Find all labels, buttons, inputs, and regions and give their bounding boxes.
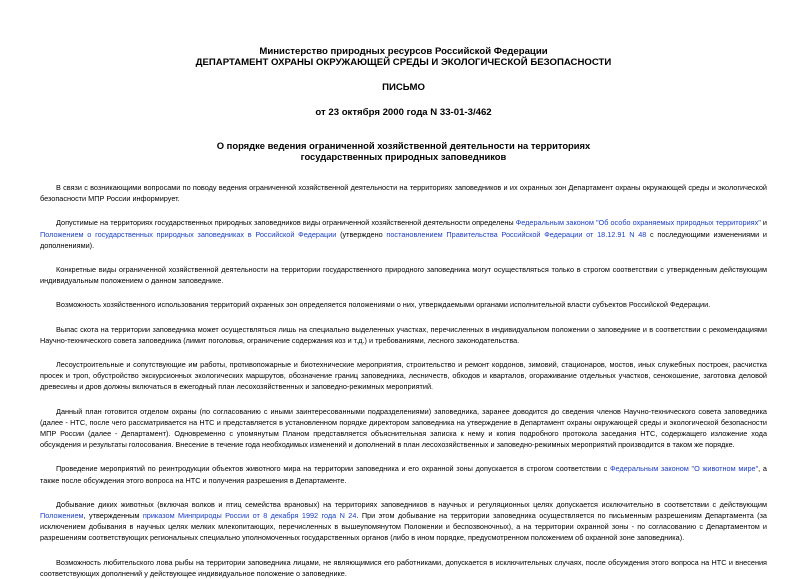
paragraph-text: (утверждено (336, 229, 387, 239)
paragraph-text: . При этом добывание на территории заповедника осуществляется по письменным разрешениям Департамента (за исключением добывания в научных целях мелких млекопитающих, перечисленных в вышеупомянутом Положении и беспозвоночных), а на территории охранной зоны - по согласованию с Департаментом и разрешениям соответствующих региональных специально уполномоченных государственных органов (либо в ином порядке, предусмотренном положением об охранной зоне заповедника). (40, 511, 767, 543)
document-header (40, 46, 767, 118)
document-body (40, 182, 767, 579)
document-title (40, 140, 767, 162)
paragraph-2 (40, 217, 767, 251)
title-line-1: О порядке ведения ограниченной хозяйственной деятельности на территориях (216, 140, 591, 151)
paragraph-3: Конкретные виды ограниченной хозяйственной деятельности на территории государственного природного заповедника могут осуществляться только в строгом соответствии с утвержденным действующим индивидуальным положением о данном заповеднике. (40, 265, 767, 286)
link-regulation[interactable]: Положением (40, 511, 84, 521)
paragraph-9 (40, 499, 767, 544)
link-law-wildlife[interactable]: Федеральным законом "О животном мире" (610, 464, 759, 474)
link-regulation-reserves[interactable]: Положением о государственных природных заповедниках в Российской Федерации (40, 229, 337, 239)
paragraph-text: Проведение мероприятий по реинтродукции объектов животного мира на территории заповедника и его охранной зоны допускается в строгом соответствии с (56, 464, 610, 474)
paragraph-6: Лесоустроительные и сопутствующие им работы, противопожарные и биотехнические мероприятия, строительство и ремонт кордонов, зимовий, стационаров, мостов, иных служебных построек, расчистка просек и троп, обустройство экскурсионных экологических маршрутов, обозначение границ заповедника, лесничеств, обходов и кварталов, огораживание отдельных участков, сенокошение, заготовка деловой древесины и дров должны включаться в ежегодный план лесохозяйственных и заповедно-режимных мероприятий. (40, 360, 767, 392)
link-ministry-order[interactable]: приказом Минприроды России от 8 декабря 1992 года N 24 (142, 511, 357, 521)
paragraph-text: , а также после обсуждения этого вопроса на НТС и получения разрешения в Департаменте. (40, 464, 767, 485)
department-name: ДЕПАРТАМЕНТ ОХРАНЫ ОКРУЖАЮЩЕЙ СРЕДЫ И ЭКОЛОГИЧЕСКОЙ БЕЗОПАСНОСТИ (195, 57, 612, 68)
ministry-name: Министерство природных ресурсов Российской Федерации (259, 46, 548, 57)
paragraph-7: Данный план готовится отделом охраны (по согласованию с иными заинтересованными подразделениями) заповедника, заранее доводится до сведения членов Научно-технического совета заповедника (далее - НТС, после чего рассматривается на НТС и представляется в установленном порядке директором заповедника на утверждение в Департамент охраны окружающей среды и экологической безопасности МПР России (далее - Департамент). Одновременно с упомянутым Планом представляется объяснительная записка к нему и копия подробного протокола заседания НТС, содержащего изложение хода обсуждения и результаты голосования. Внесение в течение года необходимых изменений и дополнений в план лесохозяйственных и заповедно-режимных мероприятий производится в таком же порядке. (40, 406, 767, 450)
link-government-decree[interactable]: постановлением Правительства Российской Федерации от 18.12.91 N 48 (386, 229, 647, 239)
paragraph-4: Возможность хозяйственного использования территорий охранных зон определяется положениями о них, утверждаемыми органами исполнительной власти субъектов Российской Федерации. (56, 300, 711, 310)
document-date-number: от 23 октября 2000 года N 33-01-3/462 (315, 107, 492, 118)
paragraph-text: с последующими изменениями и дополнениями). (40, 229, 767, 250)
paragraph-1: В связи с возникающими вопросами по поводу ведения ограниченной хозяйственной деятельности на территориях заповедников и их охранных зон Департамент охраны окружающей среды и экологической безопасности МПР России информирует. (40, 183, 767, 204)
paragraph-text: Добывание диких животных (включая волков и птиц семейства врановых) на территориях заповедников в научных и регуляционных целях допускается исключительно в соответствии с действующим (56, 499, 767, 509)
paragraph-text: и (760, 218, 767, 228)
paragraph-text: Допустимые на территориях государственных природных заповедников виды ограниченной хозяйственной деятельности определены (56, 218, 516, 228)
link-law-protected-areas[interactable]: Федеральным законом "Об особо охраняемых природных территориях" (515, 218, 761, 228)
document-type: ПИСЬМО (382, 82, 425, 93)
paragraph-8 (40, 463, 767, 485)
paragraph-5: Выпас скота на территории заповедника может осуществляться лишь на специально выделенных участках, перечисленных в индивидуальном положении о заповеднике и в соответствии с рекомендациями Научно-технического совета заповедника (лимит поголовья, ограничение содержания коз и т.д.) и требованиями, лесного законодательства. (40, 324, 767, 345)
title-line-2: государственных природных заповедников (300, 151, 507, 162)
paragraph-10: Возможность любительского лова рыбы на территории заповедника лицами, не являющимися его работниками, допускается в исключительных случаях, после обсуждения этого вопроса на НТС и внесения соответствующих дополнений у действующее индивидуальное положение о заповеднике. (40, 557, 767, 578)
paragraph-text: , утвержденным (83, 511, 143, 521)
